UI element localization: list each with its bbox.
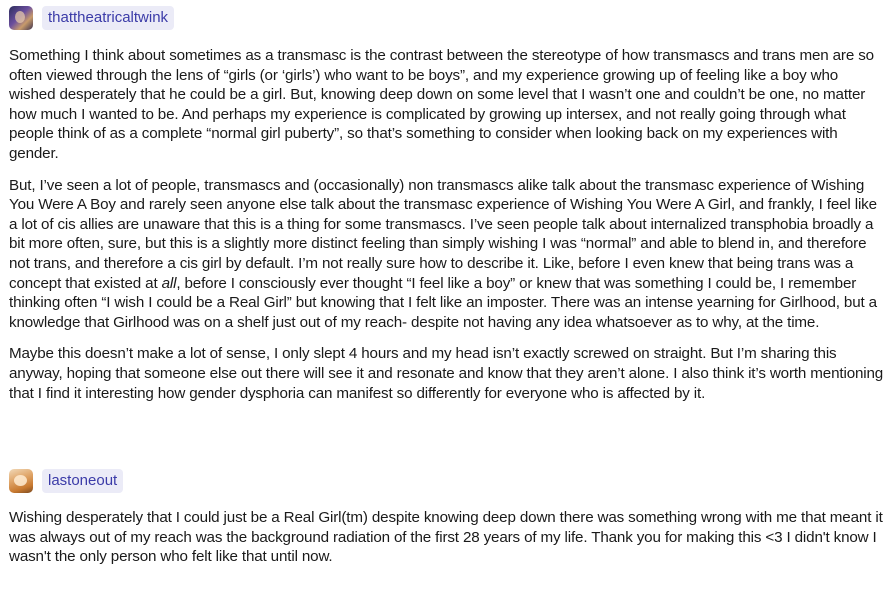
post-paragraph: Wishing desperately that I could just be a Real Girl(tm) despite knowing deep down there was something wrong with me that meant it was always out of my reach was the background radiation of the first 28 years of my life. Thank you for making this <3 I didn't know I wasn't the only person who felt like that until now.: [9, 509, 883, 566]
username-link[interactable]: thattheatricaltwink: [42, 6, 174, 30]
post-body: [9, 46, 887, 403]
post-paragraph: But, I’ve seen a lot of people, transmascs and (occasionally) non transmascs alike talk about the transmasc experience of Wishing You Were A Boy and rarely seen anyone else talk about the transmasc experience of Wishing You Were A Girl, and frankly, I feel like a lot of cis allies are unaware that this is a thing for some transmascs. I’ve seen people talk about internalized transphobia broadly a bit more often, sure, but this is a slightly more distinct feeling than simply wishing I was “normal” and able to blend in, and therefore not trans, and therefore a cis girl by default. I’m not really sure how to describe it. Like, before I even knew that being trans was a concept that existed at all, before I consciously ever thought “I feel like a boy” or knew that was something I could be, I remember thinking often “I wish I could be a Real Girl” but knowing that I felt like an imposter. There was an intense yearning for Girlhood, but a knowledge that Girlhood was on a shelf just out of my reach- despite not having any idea whatsoever as to why, at the time.: [9, 176, 877, 331]
user-avatar[interactable]: [9, 6, 33, 30]
reblog-post-1: [9, 4, 887, 403]
reblog-post-2: [9, 467, 887, 567]
user-avatar[interactable]: [9, 469, 33, 493]
post-paragraph: Something I think about sometimes as a transmasc is the contrast between the stereotype of how transmascs and trans men are so often viewed through the lens of “girls (or ‘girls’) who want to be boys”, and my experience growing up of feeling like a boy who wished desperately that he could be a girl. But, knowing deep down on some level that I wasn’t one and couldn’t be one, no matter how much I wanted to be. And perhaps my experience is complicated by growing up intersex, and not really going through what people think of as a complete “normal girl puberty”, so that’s something to consider when looking back on my experiences with gender.: [9, 47, 874, 162]
post-body: [9, 508, 887, 567]
post-paragraph: Maybe this doesn’t make a lot of sense, I only slept 4 hours and my head isn’t exactly screwed on straight. But I’m sharing this anyway, hoping that someone else out there will see it and resonate and know that they aren’t alone. I also think it’s worth mentioning that I find it interesting how gender dysphoria can manifest so differently for everyone who is affected by it.: [9, 345, 884, 402]
post-byline: [9, 467, 887, 495]
username-link[interactable]: lastoneout: [42, 469, 123, 493]
post-byline: [9, 4, 887, 32]
emphasis-text: all: [161, 274, 177, 292]
